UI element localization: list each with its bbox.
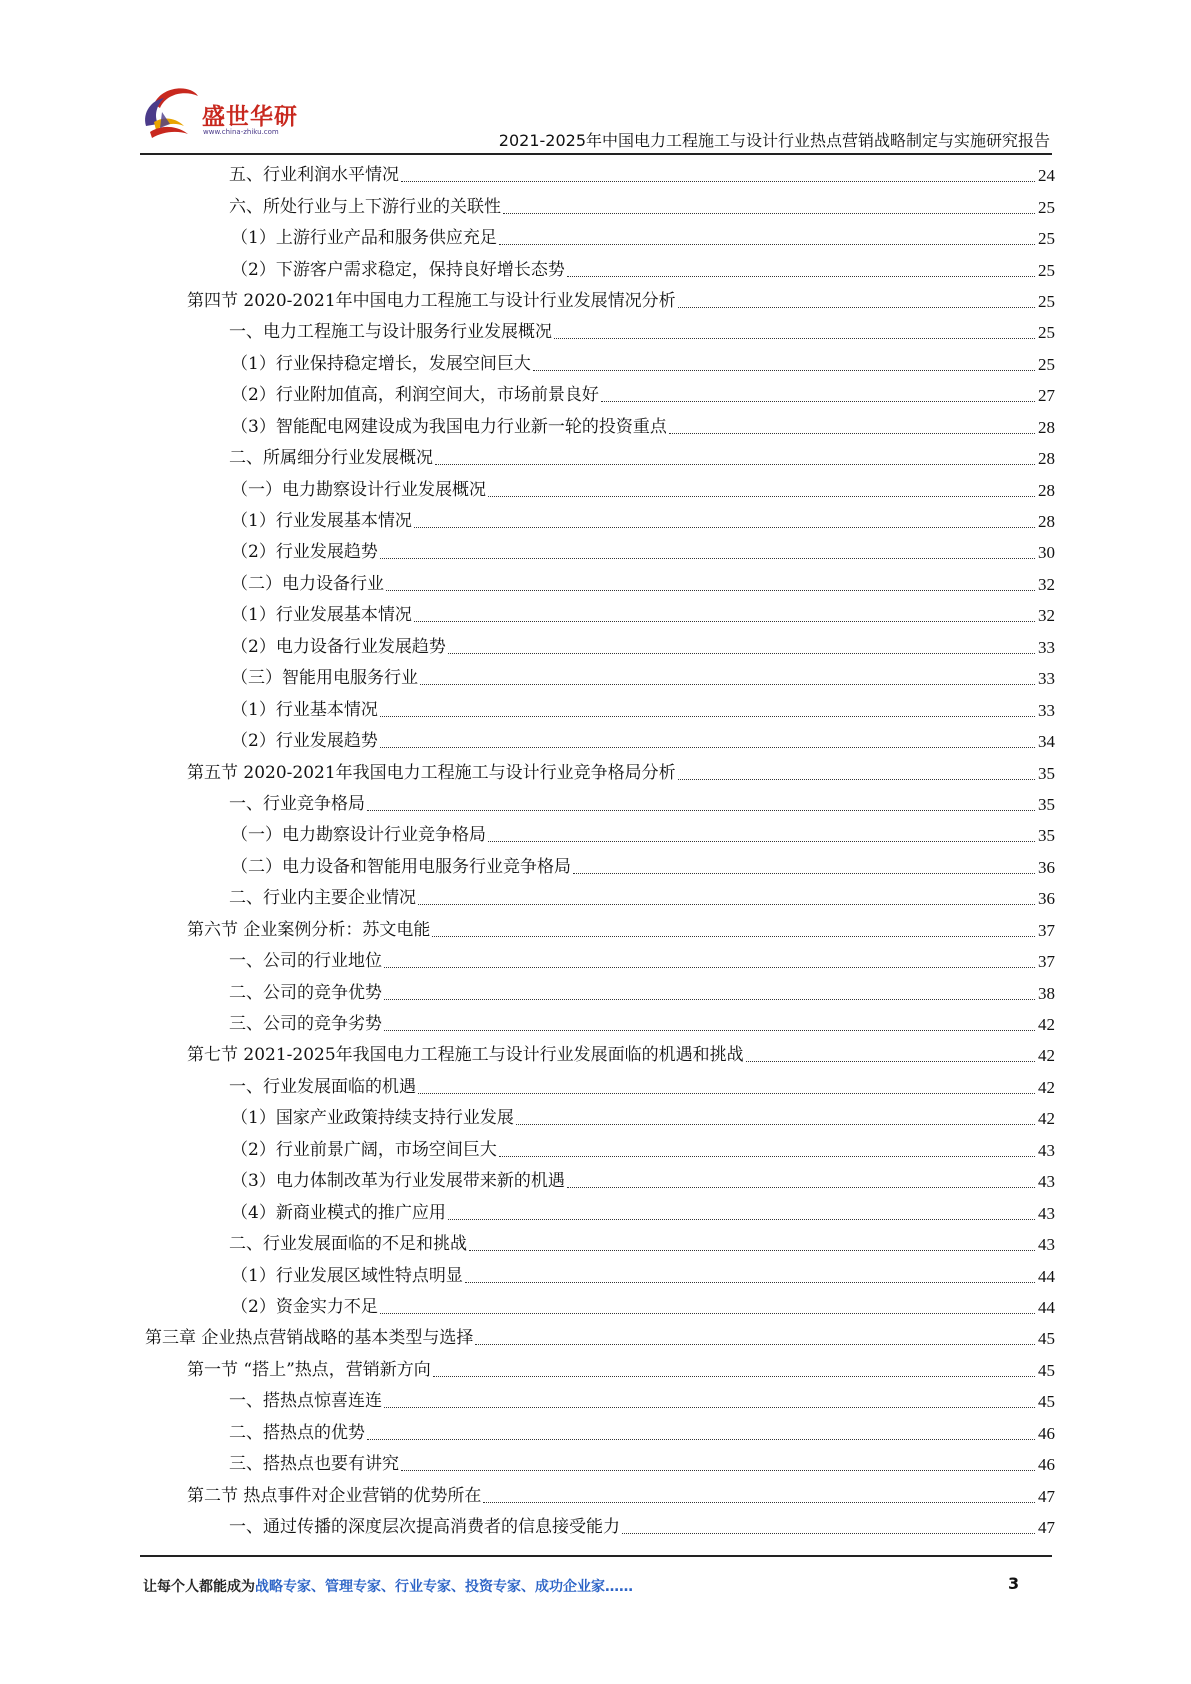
toc-entry-page: 28 [1038, 417, 1055, 437]
toc-entry-page: 33 [1038, 669, 1055, 689]
toc-dot-leader [414, 527, 1035, 528]
toc-entry[interactable] [145, 1103, 1055, 1134]
toc-entry[interactable] [145, 317, 1055, 348]
toc-entry[interactable] [145, 412, 1055, 443]
toc-entry-label: 一、通过传播的深度层次提高消费者的信息接受能力 [229, 1517, 620, 1538]
toc-entry[interactable] [145, 1166, 1055, 1197]
toc-entry-label: 第七节 2021-2025年我国电力工程施工与设计行业发展面临的机遇和挑战 [187, 1045, 744, 1066]
toc-dot-leader [418, 904, 1035, 905]
toc-entry-page: 34 [1038, 732, 1055, 752]
toc-dot-leader [488, 841, 1035, 842]
toc-entry[interactable] [145, 946, 1055, 977]
toc-entry-page: 45 [1038, 1360, 1055, 1380]
toc-entry-label: （1）行业发展基本情况 [231, 511, 412, 532]
toc-dot-leader [380, 747, 1035, 748]
toc-entry-page: 28 [1038, 480, 1055, 500]
toc-entry[interactable] [145, 1386, 1055, 1417]
toc-entry[interactable] [145, 1040, 1055, 1071]
toc-entry-page: 42 [1038, 1015, 1055, 1035]
toc-dot-leader [420, 684, 1035, 685]
toc-entry-label: 二、所属细分行业发展概况 [229, 448, 433, 469]
toc-entry-page: 33 [1038, 700, 1055, 720]
toc-entry[interactable] [145, 1197, 1055, 1228]
toc-entry[interactable] [145, 1480, 1055, 1511]
toc-dot-leader [465, 1282, 1035, 1283]
toc-entry-page: 45 [1038, 1392, 1055, 1412]
toc-entry[interactable] [145, 537, 1055, 568]
toc-dot-leader [384, 1030, 1035, 1031]
toc-entry-label: （2）资金实力不足 [231, 1296, 378, 1317]
toc-entry-page: 28 [1038, 512, 1055, 532]
toc-entry[interactable] [145, 852, 1055, 883]
toc-dot-leader [380, 716, 1035, 717]
toc-dot-leader [432, 936, 1035, 937]
toc-entry-page: 42 [1038, 1077, 1055, 1097]
toc-entry-page: 36 [1038, 889, 1055, 909]
toc-entry-page: 35 [1038, 794, 1055, 814]
toc-entry[interactable] [145, 474, 1055, 505]
toc-entry-label: （一）电力勘察设计行业竞争格局 [231, 825, 486, 846]
toc-entry-label: 一、公司的行业地位 [229, 951, 382, 972]
toc-entry[interactable] [145, 223, 1055, 254]
toc-dot-leader [622, 1533, 1035, 1534]
toc-entry-label: （3）电力体制改革为行业发展带来新的机遇 [231, 1171, 565, 1192]
toc-dot-leader [503, 213, 1035, 214]
toc-dot-leader [418, 1093, 1035, 1094]
toc-entry[interactable] [145, 254, 1055, 285]
toc-entry-label: （4）新商业模式的推广应用 [231, 1202, 446, 1223]
toc-entry[interactable] [145, 1323, 1055, 1354]
toc-dot-leader [401, 181, 1035, 182]
toc-dot-leader [554, 338, 1035, 339]
toc-entry-page: 47 [1038, 1486, 1055, 1506]
toc-entry-page: 25 [1038, 229, 1055, 249]
toc-entry[interactable] [145, 757, 1055, 788]
toc-dot-leader [488, 496, 1035, 497]
toc-entry-label: 第四节 2020-2021年中国电力工程施工与设计行业发展情况分析 [187, 290, 676, 311]
toc-entry-page: 44 [1038, 1266, 1055, 1286]
toc-entry-label: 一、电力工程施工与设计服务行业发展概况 [229, 322, 552, 343]
toc-entry-page: 46 [1038, 1455, 1055, 1475]
toc-dot-leader [367, 810, 1035, 811]
company-logo [140, 78, 315, 150]
toc-dot-leader [448, 653, 1035, 654]
toc-entry-label: 二、行业发展面临的不足和挑战 [229, 1234, 467, 1255]
toc-entry[interactable] [145, 160, 1055, 191]
toc-dot-leader [367, 1439, 1035, 1440]
toc-entry[interactable] [145, 663, 1055, 694]
toc-entry[interactable] [145, 1135, 1055, 1166]
toc-entry-label: 五、行业利润水平情况 [229, 165, 399, 186]
toc-entry-page: 47 [1038, 1518, 1055, 1538]
toc-dot-leader [448, 1219, 1035, 1220]
toc-dot-leader [384, 1407, 1035, 1408]
toc-dot-leader [414, 621, 1035, 622]
page-number: 3 [1008, 1574, 1020, 1593]
toc-entry-page: 25 [1038, 323, 1055, 343]
toc-dot-leader [573, 873, 1035, 874]
toc-entry-label: （2）行业前景广阔，市场空间巨大 [231, 1139, 497, 1160]
toc-entry-page: 45 [1038, 1329, 1055, 1349]
toc-entry[interactable] [145, 1512, 1055, 1543]
toc-dot-leader [669, 433, 1035, 434]
toc-dot-leader [483, 1502, 1035, 1503]
footer-divider [140, 1555, 1052, 1557]
header-divider [140, 153, 1052, 155]
toc-entry-label: （2）行业发展趋势 [231, 542, 378, 563]
toc-entry-page: 32 [1038, 574, 1055, 594]
toc-dot-leader [499, 244, 1035, 245]
toc-entry-page: 43 [1038, 1235, 1055, 1255]
toc-entry-page: 24 [1038, 166, 1055, 186]
toc-entry[interactable] [145, 191, 1055, 222]
toc-entry[interactable] [145, 789, 1055, 820]
toc-dot-leader [567, 1187, 1035, 1188]
toc-dot-leader [384, 999, 1035, 1000]
toc-entry[interactable] [145, 977, 1055, 1008]
toc-dot-leader [499, 1156, 1035, 1157]
toc-entry-label: 二、公司的竞争优势 [229, 982, 382, 1003]
toc-entry-page: 38 [1038, 983, 1055, 1003]
toc-dot-leader [746, 1061, 1035, 1062]
toc-entry-page: 42 [1038, 1046, 1055, 1066]
toc-entry-label: （2）行业发展趋势 [231, 731, 378, 752]
page-header [140, 78, 1050, 156]
footer-slogan [143, 1576, 633, 1596]
toc-entry[interactable] [145, 380, 1055, 411]
toc-entry-page: 36 [1038, 857, 1055, 877]
toc-entry[interactable] [145, 915, 1055, 946]
toc-entry[interactable] [145, 1229, 1055, 1260]
toc-entry-label: 第二节 热点事件对企业营销的优势所在 [187, 1485, 482, 1506]
toc-entry-page: 37 [1038, 952, 1055, 972]
toc-entry-label: （1）行业保持稳定增长，发展空间巨大 [231, 353, 531, 374]
toc-entry-page: 37 [1038, 920, 1055, 940]
report-title: 2021-2025年中国电力工程施工与设计行业热点营销战略制定与实施研究报告 [498, 131, 1050, 150]
toc-dot-leader [401, 1470, 1035, 1471]
toc-entry-label: 第一节 “搭上”热点，营销新方向 [187, 1359, 431, 1380]
toc-entry[interactable] [145, 1449, 1055, 1480]
toc-entry[interactable] [145, 820, 1055, 851]
toc-dot-leader [435, 464, 1035, 465]
toc-entry[interactable] [145, 1009, 1055, 1040]
toc-entry[interactable] [145, 1072, 1055, 1103]
toc-entry-label: （3）智能配电网建设成为我国电力行业新一轮的投资重点 [231, 416, 667, 437]
toc-entry[interactable] [145, 1260, 1055, 1291]
toc-entry-label: （二）电力设备行业 [231, 573, 384, 594]
toc-entry-page: 25 [1038, 291, 1055, 311]
toc-entry[interactable] [145, 726, 1055, 757]
toc-entry[interactable] [145, 600, 1055, 631]
toc-entry-label: 一、行业发展面临的机遇 [229, 1076, 416, 1097]
toc-entry-page: 30 [1038, 543, 1055, 563]
toc-entry[interactable] [145, 1292, 1055, 1323]
toc-entry[interactable] [145, 632, 1055, 663]
toc-entry-page: 35 [1038, 826, 1055, 846]
toc-entry-page: 44 [1038, 1297, 1055, 1317]
toc-entry[interactable] [145, 1418, 1055, 1449]
toc-dot-leader [678, 307, 1035, 308]
toc-entry-label: 三、公司的竞争劣势 [229, 1014, 382, 1035]
toc-dot-leader [533, 370, 1035, 371]
footer-slogan-highlight: 战略专家、管理专家、行业专家、投资专家、成功企业家…… [255, 1579, 633, 1595]
toc-entry[interactable] [145, 569, 1055, 600]
toc-entry-label: 六、所处行业与上下游行业的关联性 [229, 196, 501, 217]
toc-entry-label: 第三章 企业热点营销战略的基本类型与选择 [145, 1328, 474, 1349]
toc-entry-label: （2）行业附加值高，利润空间大，市场前景良好 [231, 385, 599, 406]
footer-slogan-prefix: 让每个人都能成为 [143, 1579, 255, 1595]
toc-entry-label: （2）电力设备行业发展趋势 [231, 636, 446, 657]
toc-entry[interactable] [145, 349, 1055, 380]
toc-entry[interactable] [145, 443, 1055, 474]
toc-entry-label: 二、搭热点的优势 [229, 1422, 365, 1443]
toc-entry-page: 42 [1038, 1109, 1055, 1129]
toc-entry-page: 27 [1038, 386, 1055, 406]
toc-dot-leader [567, 276, 1035, 277]
toc-entry-label: （三）智能用电服务行业 [231, 668, 418, 689]
toc-entry-page: 35 [1038, 763, 1055, 783]
toc-dot-leader [601, 401, 1035, 402]
toc-entry-page: 25 [1038, 260, 1055, 280]
toc-dot-leader [678, 779, 1035, 780]
toc-entry[interactable] [145, 286, 1055, 317]
toc-dot-leader [386, 590, 1035, 591]
toc-entry-label: （1）国家产业政策持续支持行业发展 [231, 1108, 514, 1129]
toc-dot-leader [475, 1344, 1035, 1345]
toc-entry-page: 33 [1038, 637, 1055, 657]
toc-entry-label: （1）行业发展区域性特点明显 [231, 1265, 463, 1286]
toc-entry-label: （1）行业发展基本情况 [231, 605, 412, 626]
table-of-contents [145, 160, 1055, 1543]
toc-entry-label: 一、行业竞争格局 [229, 793, 365, 814]
toc-entry-page: 43 [1038, 1203, 1055, 1223]
toc-dot-leader [433, 1376, 1035, 1377]
toc-entry[interactable] [145, 506, 1055, 537]
toc-entry-page: 43 [1038, 1172, 1055, 1192]
toc-entry-page: 25 [1038, 197, 1055, 217]
toc-dot-leader [516, 1124, 1035, 1125]
toc-entry-page: 32 [1038, 606, 1055, 626]
toc-dot-leader [380, 1313, 1035, 1314]
toc-entry-label: 一、搭热点惊喜连连 [229, 1391, 382, 1412]
toc-entry-label: （1）上游行业产品和服务供应充足 [231, 228, 497, 249]
logo-emblem-icon [140, 82, 202, 142]
toc-entry-page: 46 [1038, 1423, 1055, 1443]
logo-text: 盛世华研 [202, 104, 298, 130]
toc-entry[interactable] [145, 883, 1055, 914]
toc-entry-page: 28 [1038, 449, 1055, 469]
toc-entry-label: 第六节 企业案例分析：苏文电能 [187, 919, 431, 940]
toc-entry-label: （二）电力设备和智能用电服务行业竞争格局 [231, 856, 571, 877]
toc-entry-page: 43 [1038, 1140, 1055, 1160]
toc-dot-leader [469, 1250, 1035, 1251]
toc-entry-page: 25 [1038, 354, 1055, 374]
logo-url: www.china-zhiku.com [203, 128, 279, 136]
toc-dot-leader [380, 558, 1035, 559]
toc-entry-label: （2）下游客户需求稳定，保持良好增长态势 [231, 259, 565, 280]
toc-entry-label: 三、搭热点也要有讲究 [229, 1454, 399, 1475]
toc-dot-leader [384, 967, 1035, 968]
toc-entry[interactable] [145, 694, 1055, 725]
toc-entry-label: 二、行业内主要企业情况 [229, 888, 416, 909]
toc-entry[interactable] [145, 1355, 1055, 1386]
toc-entry-label: （1）行业基本情况 [231, 699, 378, 720]
toc-entry-label: 第五节 2020-2021年我国电力工程施工与设计行业竞争格局分析 [187, 762, 676, 783]
toc-entry-label: （一）电力勘察设计行业发展概况 [231, 479, 486, 500]
